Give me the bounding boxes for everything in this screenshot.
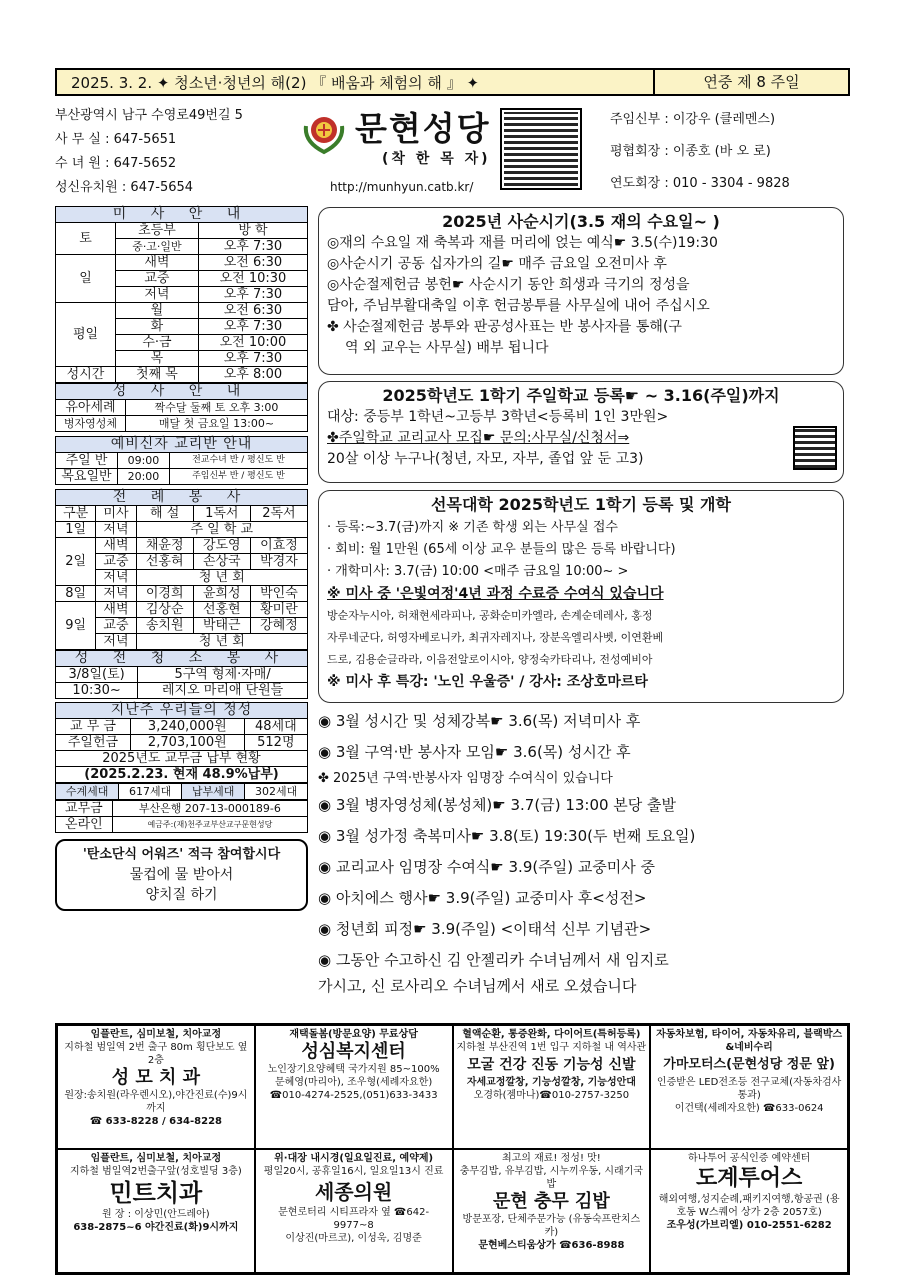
cell: 초등부 <box>116 223 199 239</box>
list-item: ◉ 청년회 피정☛ 3.9(주일) <이태석 신부 기념관> <box>318 920 652 938</box>
carbon-note <box>55 839 308 911</box>
ad-line: 지하철 범일역 2번 출구 80m 횡단보도 옆 2층 <box>64 1042 248 1066</box>
cell: 오전 6:30 <box>198 303 307 319</box>
ad-line: 위·대장 내시경(일요일진료, 예약제) <box>274 1153 434 1164</box>
cell: 617세대 <box>119 784 182 800</box>
cell: 5구역 형제·자매/ <box>138 667 308 683</box>
cell: 짝수달 둘째 토 오후 3:00 <box>126 400 308 416</box>
ad-line: 문현로터리 시티프라자 옆 ☎642-9977~8 <box>278 1207 430 1231</box>
college-title: 선목대학 2025학년도 1학기 등록 및 개학 <box>431 495 731 514</box>
ad-cell[interactable] <box>650 1025 848 1149</box>
liturgy-table <box>55 489 308 650</box>
cell: 교중 <box>116 271 199 287</box>
cell: 오후 7:30 <box>198 319 307 335</box>
council-head: 평협회장 : 이종호 (바 오 로) <box>610 144 771 159</box>
cell: 레지오 마리애 단원들 <box>138 683 308 699</box>
ad-line: 노인장기요양혜택 국가지원 85~100% <box>267 1064 440 1075</box>
cell: 새벽 <box>96 538 136 554</box>
cell: 손상국 <box>193 554 250 570</box>
cell: 09:00 <box>118 453 170 469</box>
college-l4: ※ 미사 중 '은빛여정'4년 과정 수료증 수여식 있습니다 <box>327 586 664 602</box>
ad-line: 원 장 : 이상민(안드레아) <box>102 1209 210 1220</box>
ad-cell[interactable] <box>57 1025 255 1149</box>
cell: 2독서 <box>250 506 307 522</box>
cell: 오전 10:30 <box>198 271 307 287</box>
ad-phone: 문현베스티움상가 ☎636-8988 <box>478 1240 625 1251</box>
cell: 채윤정 <box>136 538 193 554</box>
cell: 부산은행 207-13-000189-6 <box>112 801 307 817</box>
cell: 청 년 회 <box>136 634 307 650</box>
ad-phone: 이상진(마르코), 이성욱, 김명준 <box>285 1233 422 1244</box>
cell: 저녁 <box>96 570 136 586</box>
cell: 저녁 <box>96 522 136 538</box>
account-table <box>55 800 308 833</box>
ad-line: 지하철 부산진역 1번 입구 지하철 내 역사관 <box>456 1042 647 1053</box>
cell: 화 <box>116 319 199 335</box>
college-l2: · 회비: 월 1만원 (65세 이상 교우 분들의 많은 등록 바랍니다) <box>327 542 676 557</box>
parish-name: 문현성당 <box>355 109 491 148</box>
cell: 유아세례 <box>56 400 126 416</box>
cell: 목요일반 <box>56 469 118 485</box>
ad-line: 지하철 범일역2번출구앞(성호빌딩 3층) <box>69 1166 242 1177</box>
list-item: ◉ 3월 성가정 축복미사☛ 3.8(토) 19:30(두 번째 토요일) <box>318 827 696 845</box>
cell: 오후 7:30 <box>198 351 307 367</box>
ad-line: 재택돌봄(방문요양) 무료상담 <box>289 1029 418 1040</box>
lent-l1: ◎재의 수요일 재 축복과 재를 머리에 얹는 예식☛ 3.5(수)19:30 <box>327 235 718 251</box>
banner-right: 연중 제 8 주일 <box>653 70 848 94</box>
cell: 10:30~ <box>56 683 138 699</box>
lent-l3: ◎사순절제헌금 봉헌☛ 사순시기 동안 희생과 극기의 정성을 <box>327 277 690 293</box>
tithe-sub: (2025.2.23. 현재 48.9%납부) <box>56 767 308 783</box>
ad-name: 성심복지센터 <box>301 1041 406 1062</box>
cell: 해 설 <box>136 506 193 522</box>
mass-table <box>55 206 308 383</box>
offering-title: 지난주 우리들의 정성 <box>56 703 308 719</box>
ad-phone: 조우성(가브리엘) 010-2551-6282 <box>666 1220 832 1231</box>
offering-table <box>55 702 308 783</box>
cell: 교 무 금 <box>56 719 131 735</box>
list-item: ◉ 그동안 수고하신 김 안젤리카 수녀님께서 새 임지로 <box>318 951 669 969</box>
ad-line: 임플란트, 심미보철, 치아교정 <box>90 1029 222 1040</box>
catechism-title: 예비신자 교리반 안내 <box>56 437 308 453</box>
sister-phone: 수 녀 원 : 647-5652 <box>55 156 177 171</box>
ad-line: 해외여행,성지순례,패키지여행,항공권 (용호동 W스퀘어 상가 2층 2057호) <box>658 1194 840 1218</box>
cell: 박태근 <box>193 618 250 634</box>
ad-name: 모굴 건강 진동 기능성 신발 <box>467 1057 636 1073</box>
ad-phone: 638-2875~6 야간진료(화)9시까지 <box>73 1222 239 1233</box>
ad-name: 민트치과 <box>109 1179 203 1207</box>
cell: 48세대 <box>244 719 307 735</box>
ad-phone: 오경하(젬마나)☎010-2757-3250 <box>473 1090 630 1101</box>
cell: 병자영성체 <box>56 416 126 432</box>
sunday-school-box <box>318 381 844 483</box>
list-item: 가시고, 신 로사리오 수녀님께서 새로 오셨습니다 <box>318 977 637 995</box>
college-l1: · 등록:~3.7(금)까지 ※ 기존 학생 외는 사무실 접수 <box>327 520 618 535</box>
cell: 일 <box>56 255 116 303</box>
cell: 저녁 <box>116 287 199 303</box>
ad-name: 세종의원 <box>314 1180 393 1204</box>
pastor: 주임신부 : 이강우 (클레멘스) <box>610 112 776 127</box>
ad-cell[interactable] <box>650 1149 848 1273</box>
cell: 강혜정 <box>250 618 307 634</box>
cell: 3,240,000원 <box>130 719 244 735</box>
cell: 온라인 <box>56 817 113 833</box>
cell: 주 일 학 교 <box>136 522 307 538</box>
cell: 1일 <box>56 522 96 538</box>
sacrament-table <box>55 383 308 432</box>
qr-code-icon[interactable] <box>500 108 582 190</box>
cell: 전교수녀 반 / 평신도 반 <box>169 453 307 469</box>
ad-line: 충무김밥, 유부김밥, 시누끼우동, 시래기국밥 <box>459 1166 644 1190</box>
parish-subtitle: (착 한 목 자) <box>382 151 491 167</box>
contact-left <box>55 104 243 200</box>
cell: 매달 첫 금요일 13:00~ <box>126 416 308 432</box>
cell: 오후 7:30 <box>198 287 307 303</box>
cell: 오전 6:30 <box>198 255 307 271</box>
address: 부산광역시 남구 수영로49번길 5 <box>55 108 243 123</box>
cell: 윤희성 <box>193 586 250 602</box>
cell: 주임신부 반 / 평신도 반 <box>169 469 307 485</box>
cell: 평일 <box>56 303 116 367</box>
college-l6: 자루네군다, 허영자베로니카, 최귀자레지나, 장분옥엘리사벳, 이연환베 <box>327 631 664 644</box>
list-item: ◉ 3월 성시간 및 성체강복☛ 3.6(목) 저녁미사 후 <box>318 712 641 730</box>
contact-right <box>610 104 790 200</box>
cell: 토 <box>56 223 116 255</box>
ad-line: 자동차보험, 타이어, 자동차유리, 블랙박스&네비수리 <box>656 1029 843 1053</box>
cell: 새벽 <box>96 602 136 618</box>
cell: 성시간 <box>56 367 116 383</box>
cell: 방 학 <box>198 223 307 239</box>
sacrament-title: 성 사 안 내 <box>56 384 308 400</box>
cell: 2일 <box>56 538 96 586</box>
cleaning-table <box>55 650 308 699</box>
ad-line: 원장:송치원(라우렌시오),야간진료(수)9시까지 <box>64 1090 248 1114</box>
cell: 수계세대 <box>56 784 119 800</box>
cell: 8일 <box>56 586 96 602</box>
lent-title: 2025년 사순시기(3.5 재의 수요일~ ) <box>442 212 720 231</box>
cell: 512명 <box>244 735 307 751</box>
cell: 새벽 <box>116 255 199 271</box>
office-phone: 사 무 실 : 647-5651 <box>55 132 177 147</box>
kinder-phone: 성신유치원 : 647-5654 <box>55 180 194 195</box>
date-banner <box>55 68 850 96</box>
school-l1: 대상: 중등부 1학년~고등부 3학년<등록비 1인 3만원> <box>327 409 669 425</box>
ad-name: 문현 충무 김밥 <box>492 1191 610 1212</box>
parish-logo-icon <box>300 108 348 156</box>
cell: 주일 반 <box>56 453 118 469</box>
ad-line: 인증받은 LED전조등 전구교체(자동차검사 통과) <box>656 1077 842 1101</box>
ad-line: 자세교정깔창, 기능성깔창, 기능성안대 <box>466 1077 636 1088</box>
cell: 강도영 <box>193 538 250 554</box>
cell: 저녁 <box>96 634 136 650</box>
ad-line: 방문포장, 단체주문가능 (유동숙프란치스카) <box>462 1214 641 1238</box>
tithe-title: 2025년도 교무금 납부 현황 <box>56 751 308 767</box>
ad-name: 도계투어스 <box>695 1166 803 1191</box>
cell: 오후 8:00 <box>198 367 307 383</box>
ad-line: 혈액순환, 통증완화, 다이어트(특허등록) <box>462 1029 641 1040</box>
liturgy-title: 전 례 봉 사 <box>56 490 308 506</box>
ad-line: 최고의 재료! 정성! 맛! <box>501 1153 601 1164</box>
cell: 예금주:(재)천주교부산교구문현성당 <box>112 817 307 833</box>
qr-code-icon[interactable] <box>793 426 837 470</box>
list-item: ✤ 2025년 구역·반봉사자 임명장 수여식이 있습니다 <box>318 771 613 786</box>
list-item: ◉ 3월 병자영성체(봉성체)☛ 3.7(금) 13:00 본당 출발 <box>318 796 677 814</box>
cell: 이효정 <box>250 538 307 554</box>
cell: 송치원 <box>136 618 193 634</box>
cell: 중·고·일반 <box>116 239 199 255</box>
carbon-l2: 물컵에 물 받아서 <box>129 867 234 883</box>
notice-list <box>318 706 848 996</box>
school-title: 2025학년도 1학기 주일학교 등록☛ ~ 3.16(주일)까지 <box>382 386 780 405</box>
cell: 오전 10:00 <box>198 335 307 351</box>
list-item: ◉ 교리교사 임명장 수여식☛ 3.9(주일) 교중미사 중 <box>318 858 656 876</box>
cell: 교중 <box>96 554 136 570</box>
list-item: ◉ 3월 구역·반 봉사자 모임☛ 3.6(목) 성시간 후 <box>318 743 631 761</box>
lent-l5: ✤ 사순절제헌금 봉투와 판공성사표는 반 봉사자를 통해(구 <box>327 319 682 335</box>
cell: 9일 <box>56 602 96 650</box>
left-column <box>55 206 308 911</box>
cell: 교무금 <box>56 801 113 817</box>
cell: 수·금 <box>116 335 199 351</box>
carbon-l3: 양치질 하기 <box>145 887 218 903</box>
ad-line: 임플란트, 심미보철, 치아교정 <box>90 1153 222 1164</box>
college-l7: 드로, 김용순글라라, 이음전알로이시아, 양정숙카타리나, 전성예비아 <box>327 653 653 666</box>
college-l3: · 개학미사: 3.7(금) 10:00 <매주 금요일 10:00~ > <box>327 564 629 579</box>
cell: 김상순 <box>136 602 193 618</box>
college-l8: ※ 미사 후 특강: '노인 우울증' / 강사: 조상호마르타 <box>327 674 648 690</box>
cell: 오후 7:30 <box>198 239 307 255</box>
ad-line: 평일20시, 공휴일16시, 일요일13시 진료 <box>263 1166 444 1177</box>
cell: 박경자 <box>250 554 307 570</box>
tithe-table <box>55 783 308 800</box>
cell: 20:00 <box>118 469 170 485</box>
cell: 황미란 <box>250 602 307 618</box>
lent-l6: 역 외 교우는 사무실) 배부 됩니다 <box>345 340 549 356</box>
cell: 2,703,100원 <box>130 735 244 751</box>
cell: 구분 <box>56 506 96 522</box>
cell: 3/8일(토) <box>56 667 138 683</box>
ad-phone: 문혜영(마리아), 조우형(세례자요한) ☎010-4274-2525,(051)633-3433 <box>269 1077 438 1101</box>
cell: 이경희 <box>136 586 193 602</box>
cleaning-title: 성 전 청 소 봉 사 <box>56 651 308 667</box>
ad-name: 성 모 치 과 <box>111 1067 201 1088</box>
lent-l2: ◎사순시기 공동 십자가의 길☛ 매주 금요일 오전미사 후 <box>327 256 667 272</box>
cell: 납부세대 <box>181 784 244 800</box>
cell: 월 <box>116 303 199 319</box>
ad-cell[interactable] <box>255 1149 453 1273</box>
ad-phone: 이건택(세례자요한) ☎633-0624 <box>674 1103 824 1114</box>
school-l2: ✤주일학교 교리교사 모집☛ 문의:사무실/신청서⇒ <box>327 430 630 446</box>
cell: 선홍혀 <box>136 554 193 570</box>
cell: 첫째 목 <box>116 367 199 383</box>
carbon-l1: '탄소단식 어워즈' 적극 참여합시다 <box>82 847 281 862</box>
ad-cell[interactable] <box>453 1025 651 1149</box>
college-l5: 방순자누시아, 허채현세라피나, 공화순미카엘라, 손계순데레사, 홍정 <box>327 609 653 622</box>
cell: 교중 <box>96 618 136 634</box>
ad-cell[interactable] <box>255 1025 453 1149</box>
ad-grid <box>55 1023 850 1275</box>
cell: 미사 <box>96 506 136 522</box>
lent-box <box>318 207 844 375</box>
cell: 1독서 <box>193 506 250 522</box>
list-item: ◉ 아치에스 행사☛ 3.9(주일) 교중미사 후<성전> <box>318 889 647 907</box>
cell: 저녁 <box>96 586 136 602</box>
cell: 청 년 회 <box>136 570 307 586</box>
parish-url[interactable]: http://munhyun.catb.kr/ <box>330 180 474 194</box>
ad-cell[interactable] <box>453 1149 651 1273</box>
college-box <box>318 490 844 703</box>
cell: 주일헌금 <box>56 735 131 751</box>
ad-name: 가마모터스(문현성당 정문 앞) <box>663 1057 835 1072</box>
school-l3: 20살 이상 누구나(청년, 자모, 자부, 졸업 앞 둔 고3) <box>327 451 644 467</box>
banner-left: 2025. 3. 2. ✦ 청소년·청년의 해(2) 『 배움과 체험의 해 』 ✦ <box>71 73 480 92</box>
catechism-table <box>55 436 308 485</box>
cell: 박인숙 <box>250 586 307 602</box>
ad-phone: ☎ 633-8228 / 634-8228 <box>89 1116 222 1127</box>
rep-head: 연도회장 : 010 - 3304 - 9828 <box>610 176 790 191</box>
ad-cell[interactable] <box>57 1149 255 1273</box>
ad-line: 하나투어 공식인증 예약센터 <box>687 1153 811 1164</box>
cell: 302세대 <box>245 784 308 800</box>
mass-title: 미 사 안 내 <box>56 207 308 223</box>
lent-l4: 담아, 주님부활대축일 이후 헌금봉투를 사무실에 내어 주십시오 <box>327 298 710 314</box>
cell: 목 <box>116 351 199 367</box>
cell: 선홍현 <box>193 602 250 618</box>
